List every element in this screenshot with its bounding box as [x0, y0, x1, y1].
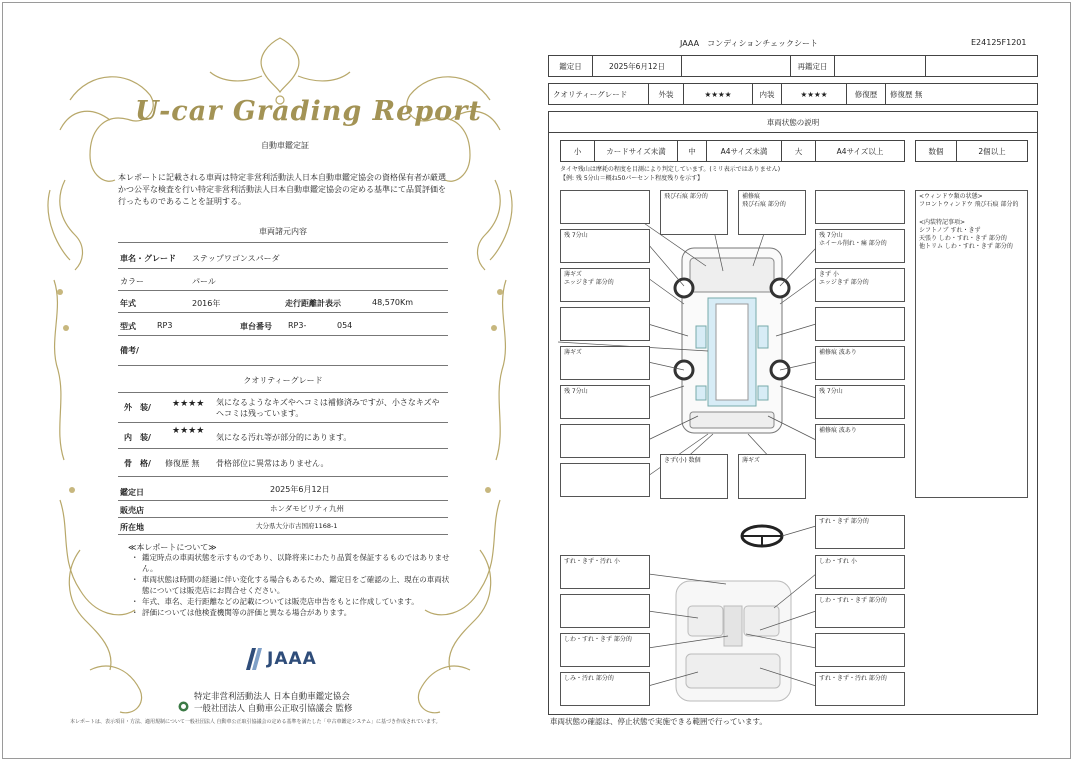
- year-label: 年式: [120, 299, 136, 308]
- grading-certificate: [40, 30, 520, 730]
- divider: [118, 242, 448, 243]
- divider: [118, 268, 448, 269]
- address-label: 所在地: [120, 523, 144, 532]
- damage-box: [560, 424, 650, 458]
- certificate-intro: 本レポートに記載される車両は特定非営利活動法人日本自動車鑑定協会の資格保有者が厳選かつ公平な検査を行い特定非営利活動法人日本自動車鑑定協会の定める基準にて品質評価を行ったものであることを証明する。: [118, 173, 446, 206]
- chassis-label: 車台番号: [240, 322, 272, 331]
- notes-list: [132, 552, 452, 618]
- damage-box: 残 7分山: [560, 385, 650, 419]
- chassis-value-prefix: RP3-: [288, 321, 307, 330]
- size-large: 大: [781, 140, 816, 162]
- size-small-desc: カードサイズ未満: [594, 140, 678, 162]
- jaaa-logo-mark: [246, 648, 262, 670]
- vehicle-name-value: ステップワゴンスパーダ: [192, 254, 280, 263]
- frame-value: 修復歴 無: [165, 459, 200, 468]
- damage-box: [815, 190, 905, 224]
- window-note: フロントウィンドウ 飛び石痕 部分的: [919, 201, 1019, 208]
- divider: [118, 500, 448, 501]
- damage-box: 補修痕 波あり: [815, 346, 905, 380]
- damage-box: 飛び石痕 部分的: [660, 190, 728, 235]
- damage-box: [815, 268, 905, 302]
- interior-note: 天張り しわ・すれ・きず 部分的: [919, 235, 1007, 242]
- chassis-value-suffix: 054: [337, 321, 353, 330]
- sheet-blank-cell: [925, 55, 1038, 77]
- vehicle-heading: 車両諸元内容: [259, 227, 307, 236]
- damage-box-line: 補修痕: [742, 193, 761, 200]
- vehicle-name-label: 車名・グレード: [120, 254, 176, 263]
- divider: [118, 312, 448, 313]
- tire-note-2: 【例: 残 5分山＝概ね50パーセント程度残りを示す】: [560, 175, 704, 182]
- damage-box-line: 残 7分山: [819, 232, 843, 239]
- frame-text: 骨格部位に異常はありません。: [216, 459, 329, 468]
- interior-notes-heading: <内装特記事項>: [919, 219, 966, 226]
- damage-box: すれ・きず・汚れ 部分的: [815, 672, 905, 706]
- damage-box: [560, 463, 650, 497]
- exterior-label: 外 装/: [124, 403, 151, 412]
- damage-box: [560, 307, 650, 341]
- damage-box-line: エッジきず 部分的: [564, 279, 614, 286]
- repair-value: 修復歴 無: [885, 83, 1038, 105]
- damage-box: 薄ギズ: [560, 346, 650, 380]
- sheet-blank-cell: [681, 55, 791, 77]
- association-seal-icon: [178, 701, 189, 712]
- size-mid-desc: A4サイズ未満: [706, 140, 782, 162]
- divider: [118, 392, 448, 393]
- size-small: 小: [560, 140, 595, 162]
- certificate-footnote: 本レポートは、表示項目・方法、適用規制について一般社団法人 自動車公正取引協議会の定める基準を満たした「中古車鑑定システム」に基づき作成されています。: [70, 719, 441, 725]
- interior-text: 気になる汚れ等が部分的にあります。: [216, 433, 352, 442]
- steering-wheel-icon: [742, 526, 782, 546]
- int-label: 内装: [752, 83, 782, 105]
- damage-box-line: エッジきず 部分的: [819, 279, 869, 286]
- damage-box: [815, 633, 905, 667]
- damage-box: すれ・きず 部分的: [815, 515, 905, 549]
- organization-1: 特定非営利活動法人 日本自動車鑑定協会: [194, 692, 350, 702]
- count-label: 数個: [915, 140, 957, 162]
- sheet-bottom-note: 車両状態の確認は、停止状態で実施できる範囲で行っています。: [550, 717, 767, 726]
- year-value: 2016年: [192, 299, 221, 308]
- note-item: ・ 鑑定時点の車両状態を示すものであり、以降将来にわたり品質を保証するものではありません。: [142, 552, 452, 574]
- size-mid: 中: [677, 140, 707, 162]
- sheet-recheck-label: 再鑑定日: [790, 55, 835, 77]
- tire-note-1: タイヤ残山は摩耗の程度を目測により判定しています。(ミリ表示ではありません): [560, 166, 781, 173]
- damage-box: 残 7分山: [815, 385, 905, 419]
- note-item: ・ 評価については他検査機関等の評価と異なる場合があります。: [142, 607, 452, 618]
- sheet-date-label: 鑑定日: [548, 55, 593, 77]
- size-large-desc: A4サイズ以上: [815, 140, 905, 162]
- grade-label: クオリティーグレード: [548, 83, 649, 105]
- damage-box-line: 飛び石痕 部分的: [742, 201, 786, 208]
- remarks-label: 備考/: [120, 346, 139, 355]
- dealer-label: 販売店: [120, 506, 144, 515]
- model-value: RP3: [157, 321, 173, 330]
- appraisal-date-label: 鑑定日: [120, 488, 144, 497]
- damage-box: [560, 268, 650, 302]
- damage-box: 薄ギズ: [738, 454, 806, 499]
- sheet-date-value: 2025年6月12日: [592, 55, 682, 77]
- window-heading: <ウィンドウ類の状態>: [919, 193, 983, 200]
- damage-box: [815, 229, 905, 263]
- damage-box: しわ・すれ 小: [815, 555, 905, 589]
- damage-box: [560, 190, 650, 224]
- damage-box-line: きず 小: [819, 271, 839, 278]
- divider: [118, 476, 448, 477]
- notes-heading: ≪本レポートについて≫: [128, 543, 217, 552]
- interior-note: シフトノブ すれ・きず: [919, 227, 981, 234]
- damage-box: すれ・きず・汚れ 小: [560, 555, 650, 589]
- divider: [118, 534, 448, 535]
- exterior-car-diagram: [675, 248, 789, 433]
- organization-2: 一般社団法人 自動車公正取引協議会 監修: [194, 704, 353, 714]
- divider: [118, 290, 448, 291]
- note-item: ・ 年式、車名、走行距離などの記載については販売店申告をもとに作成しています。: [142, 596, 452, 607]
- damage-box: 補修痕 波あり: [815, 424, 905, 458]
- damage-box: しみ・汚れ 部分的: [560, 672, 650, 706]
- interior-label: 内 装/: [124, 433, 151, 442]
- jaaa-logo: [246, 648, 317, 670]
- ext-label: 外装: [648, 83, 684, 105]
- interior-note: 他トリム しわ・すれ・きず 部分的: [919, 243, 1013, 250]
- appraisal-date-value: 2025年6月12日: [270, 485, 330, 494]
- damage-box-line: ホイール削れ・痛 部分的: [819, 240, 887, 247]
- odometer-label: 走行距離計表示: [285, 299, 341, 308]
- ext-stars: ★★★★: [683, 83, 753, 105]
- certificate-subtitle: 自動車鑑定証: [261, 141, 309, 150]
- divider: [118, 335, 448, 336]
- certificate-title: U-car Grading Report: [135, 96, 482, 127]
- interior-stars: ★★★★: [172, 426, 205, 436]
- condition-heading: 車両状態の説明: [548, 111, 1038, 133]
- damage-box: 残 7分山: [560, 229, 650, 263]
- damage-box: きず(小) 数個: [660, 454, 728, 499]
- exterior-stars: ★★★★: [172, 399, 205, 409]
- divider: [118, 365, 448, 366]
- divider: [118, 517, 448, 518]
- color-value: パール: [192, 277, 216, 286]
- quality-heading: クオリティーグレード: [243, 376, 323, 385]
- damage-box: [738, 190, 806, 235]
- damage-box: [560, 594, 650, 628]
- sheet-title: JAAA コンディションチェックシート: [680, 39, 819, 48]
- damage-box: しわ・すれ・きず 部分的: [815, 594, 905, 628]
- damage-box: [815, 307, 905, 341]
- window-interior-notes: [915, 190, 1028, 498]
- odometer-value: 48,570Km: [372, 298, 414, 307]
- color-label: カラー: [120, 277, 144, 286]
- dealer-value: ホンダモビリティ九州: [270, 504, 344, 513]
- note-item: ・ 車両状態は時間の経過に伴い変化する場合もあるため、鑑定日をご確認の上、現在の車両状態については販売店にお問合せください。: [142, 574, 452, 596]
- frame-label: 骨 格/: [124, 459, 151, 468]
- divider: [118, 422, 448, 423]
- divider: [118, 448, 448, 449]
- sheet-id: E24125F1201: [971, 38, 1027, 47]
- count-desc: 2個以上: [956, 140, 1028, 162]
- jaaa-logo-text: JAAA: [267, 649, 317, 669]
- damage-box: しわ・すれ・きず 部分的: [560, 633, 650, 667]
- exterior-text: 気になるようなキズやヘコミは補修済みですが、小さなキズやヘコミは残っています。: [216, 398, 440, 418]
- sheet-recheck-value: [834, 55, 926, 77]
- model-label: 型式: [120, 322, 136, 331]
- address-value: 大分県大分市古国府1168-1: [256, 522, 338, 530]
- damage-box-line: 薄ギズ: [564, 271, 582, 278]
- int-stars: ★★★★: [781, 83, 847, 105]
- repair-label: 修復歴: [846, 83, 886, 105]
